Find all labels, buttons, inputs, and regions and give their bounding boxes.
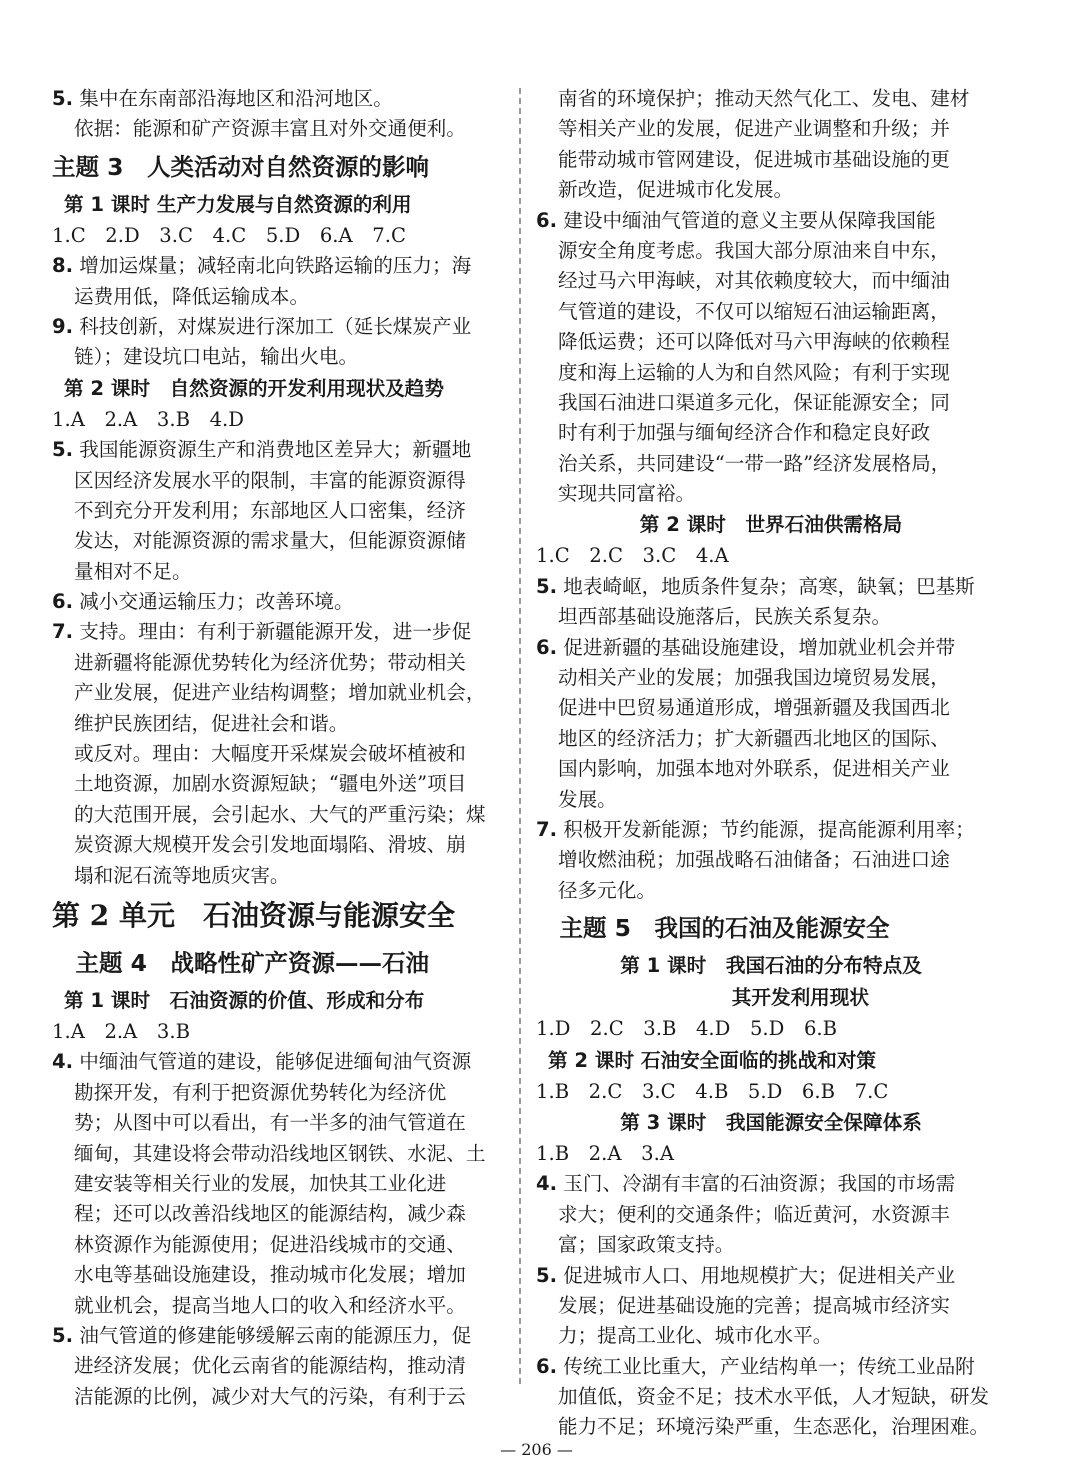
answer-line bbox=[52, 1017, 504, 1047]
line-text: 源安全角度考虑。我国大部分原油来自中东， bbox=[558, 238, 950, 262]
lesson-heading: 第 1 课时 我国石油的分布特点及 bbox=[620, 954, 922, 978]
item-number: 5. bbox=[52, 1323, 74, 1347]
line-text: 集中在东南部沿海地区和沿河地区。 bbox=[73, 87, 393, 110]
line-text: 促进新疆的基础设施建设，增加就业机会并带 bbox=[557, 635, 956, 659]
line-text: 国内影响，加强本地对外联系，促进相关产业 bbox=[558, 757, 950, 781]
topic-heading: 主题 3 人类活动对自然资源的影响 bbox=[52, 152, 430, 181]
lesson-heading: 其开发利用现状 bbox=[673, 986, 869, 1010]
line-text: 新改造，促进城市化发展。 bbox=[558, 178, 794, 202]
answer-line bbox=[52, 1139, 504, 1169]
answer-item bbox=[52, 1321, 504, 1351]
answer-item bbox=[52, 251, 504, 281]
answer-line bbox=[536, 266, 1006, 296]
line-text: 林资源作为能源使用；促进沿线城市的交通、 bbox=[74, 1232, 466, 1256]
answer-line bbox=[52, 221, 504, 251]
line-text: 程；还可以改善沿线地区的能源结构，减少森 bbox=[74, 1202, 466, 1226]
answer-line bbox=[52, 648, 504, 678]
line-text: 油气管道的修建能够缓解云南的能源压力，促 bbox=[73, 1323, 472, 1347]
answer-line bbox=[52, 342, 504, 372]
answer-item bbox=[52, 312, 504, 342]
answer-line bbox=[536, 1230, 1006, 1260]
line-text: 的大范围开展，会引起水、大气的严重污染；煤 bbox=[74, 802, 486, 826]
answer-line bbox=[52, 769, 504, 799]
answer-line bbox=[52, 678, 504, 708]
line-text: 炭资源大规模开发会引发地面塌陷、滑坡、崩 bbox=[74, 833, 466, 857]
line-text: 坦西部基础设施落后，民族关系复杂。 bbox=[558, 605, 892, 629]
topic-heading: 主题 4 战略性矿产资源——石油 bbox=[52, 948, 430, 977]
line-text: 1.B 2.A 3.A bbox=[536, 1141, 674, 1165]
item-number: 5. bbox=[536, 574, 558, 598]
line-text: 动相关产业的发展；加强我国边境贸易发展， bbox=[558, 666, 950, 690]
line-text: 不到充分开发利用；东部地区人口密集，经济 bbox=[74, 498, 466, 522]
line-text: 势；从图中可以看出，有一半多的油气管道在 bbox=[74, 1111, 466, 1135]
item-number: 5. bbox=[536, 1263, 558, 1287]
answer-item bbox=[52, 1047, 504, 1077]
answer-item bbox=[52, 617, 504, 647]
line-text: 区因经济发展水平的限制，丰富的能源资源得 bbox=[74, 468, 466, 492]
answer-line bbox=[536, 785, 1006, 815]
line-text: 增加运煤量；减轻南北向铁路运输的压力；海 bbox=[73, 254, 472, 278]
line-text: 1.A 2.A 3.B 4.D bbox=[52, 407, 244, 431]
item-number: 6. bbox=[536, 1354, 558, 1378]
line-text: 增收燃油税；加强战略石油储备；石油进口途 bbox=[558, 848, 950, 872]
answer-line bbox=[52, 1199, 504, 1229]
line-text: 或反对。理由：大幅度开采煤炭会破坏植被和 bbox=[74, 742, 466, 766]
line-text: 经过马六甲海峡，对其依赖度较大，而中缅油 bbox=[558, 269, 950, 293]
page-number: — 206 — bbox=[500, 1440, 573, 1459]
line-text: 玉门、冷湖有丰富的石油资源；我国的市场需 bbox=[557, 1172, 956, 1196]
answer-line bbox=[536, 145, 1006, 175]
line-text: 能力不足；环境污染严重，生态恶化，治理困难。 bbox=[558, 1415, 990, 1439]
answer-line bbox=[536, 1382, 1006, 1412]
item-number: 5. bbox=[52, 87, 74, 110]
line-text: 我国石油进口渠道多元化，保证能源安全；同 bbox=[558, 390, 950, 414]
line-text: 水电等基础设施建设，推动城市化发展；增加 bbox=[74, 1263, 466, 1287]
item-number: 8. bbox=[52, 254, 74, 278]
answer-line bbox=[52, 114, 504, 144]
item-number: 7. bbox=[536, 817, 558, 841]
item-number: 5. bbox=[52, 438, 74, 462]
line-text: 进新疆将能源优势转化为经济优势；带动相关 bbox=[74, 650, 466, 674]
line-text: 缅甸，其建设将会带动沿线地区钢铁、水泥、土 bbox=[74, 1141, 486, 1165]
answer-line bbox=[52, 466, 504, 496]
line-text: 洁能源的比例，减少对大气的污染，有利于云 bbox=[74, 1384, 466, 1408]
item-number: 6. bbox=[536, 635, 558, 659]
answer-line bbox=[52, 1078, 504, 1108]
answer-line bbox=[536, 449, 1006, 479]
lesson-heading: 第 1 课时 石油资源的价值、形成和分布 bbox=[64, 988, 425, 1012]
answer-line bbox=[52, 496, 504, 526]
line-text: 维护民族团结，促进社会和谐。 bbox=[74, 711, 349, 735]
answer-line bbox=[52, 1169, 504, 1199]
right-column bbox=[536, 84, 1006, 1443]
answer-line bbox=[52, 526, 504, 556]
line-text: 中缅油气管道的建设，能够促进缅甸油气资源 bbox=[73, 1050, 472, 1074]
answer-line bbox=[536, 175, 1006, 205]
line-text: 塌和泥石流等地质灾害。 bbox=[74, 863, 290, 887]
answer-item bbox=[52, 435, 504, 465]
item-number: 6. bbox=[536, 208, 558, 232]
answer-line bbox=[536, 541, 1006, 571]
answer-item bbox=[536, 572, 1006, 602]
line-text: 力；提高工业化、城市化水平。 bbox=[558, 1324, 833, 1348]
line-text: 进经济发展；优化云南省的能源结构，推动清 bbox=[74, 1354, 466, 1378]
line-text: 气管道的建设，不仅可以缩短石油运输距离， bbox=[558, 299, 950, 323]
line-text: 治关系，共同建设“一带一路”经济发展格局， bbox=[558, 451, 951, 475]
answer-line bbox=[536, 236, 1006, 266]
answer-item bbox=[52, 84, 504, 114]
line-text: 时有利于加强与缅甸经济合作和稳定良好政 bbox=[558, 421, 931, 445]
answer-item bbox=[536, 206, 1006, 236]
answer-line bbox=[536, 418, 1006, 448]
line-text: 度和海上运输的人为和自然风险；有利于实现 bbox=[558, 360, 950, 384]
answer-line bbox=[536, 114, 1006, 144]
topic-heading: 主题 5 我国的石油及能源安全 bbox=[536, 914, 890, 943]
answer-item bbox=[536, 1261, 1006, 1291]
line-text: 发展。 bbox=[558, 787, 617, 811]
line-text: 地表崎岖，地质条件复杂；高寒，缺氧；巴基斯 bbox=[557, 574, 975, 598]
line-text: 量相对不足。 bbox=[74, 559, 192, 583]
answer-line bbox=[52, 1260, 504, 1290]
answer-line bbox=[52, 557, 504, 587]
answer-line bbox=[52, 739, 504, 769]
answer-line bbox=[536, 84, 1006, 114]
answer-line bbox=[52, 1291, 504, 1321]
answer-line bbox=[536, 876, 1006, 906]
answer-line bbox=[536, 1412, 1006, 1442]
line-text: 南省的环境保护；推动天然气化工、发电、建材 bbox=[558, 87, 970, 110]
item-number: 6. bbox=[52, 590, 74, 614]
answer-line bbox=[536, 1014, 1006, 1044]
line-text: 促进城市人口、用地规模扩大；促进相关产业 bbox=[557, 1263, 956, 1287]
answer-line bbox=[536, 663, 1006, 693]
line-text: 促进中巴贸易通道形成，增强新疆及我国西北 bbox=[558, 696, 950, 720]
answer-line bbox=[536, 845, 1006, 875]
answer-line bbox=[536, 1321, 1006, 1351]
lesson-heading: 第 2 课时 石油安全面临的挑战和对策 bbox=[548, 1048, 877, 1072]
left-column bbox=[52, 84, 504, 1412]
answer-item bbox=[536, 815, 1006, 845]
line-text: 1.C 2.C 3.C 4.A bbox=[536, 544, 729, 568]
line-text: 等相关产业的发展，促进产业调整和升级；并 bbox=[558, 117, 950, 141]
answer-line bbox=[52, 282, 504, 312]
item-number: 7. bbox=[52, 620, 74, 644]
answer-line bbox=[536, 602, 1006, 632]
answer-item bbox=[52, 587, 504, 617]
line-text: 产业发展，促进产业结构调整；增加就业机会， bbox=[74, 681, 486, 705]
line-text: 降低运费；还可以降低对马六甲海峡的依赖程 bbox=[558, 330, 950, 354]
answer-line bbox=[52, 800, 504, 830]
line-text: 1.C 2.D 3.C 4.C 5.D 6.A 7.C bbox=[52, 223, 406, 247]
line-text: 减小交通运输压力；改善环境。 bbox=[73, 590, 354, 614]
answer-line bbox=[536, 1291, 1006, 1321]
answer-line bbox=[536, 754, 1006, 784]
answer-line bbox=[52, 861, 504, 891]
line-text: 建安装等相关行业的发展，加快其工业化进 bbox=[74, 1171, 447, 1195]
lesson-heading: 第 1 课时 生产力发展与自然资源的利用 bbox=[64, 192, 412, 216]
line-text: 能带动城市管网建设，促进城市基础设施的更 bbox=[558, 147, 950, 171]
answer-line bbox=[52, 1351, 504, 1381]
line-text: 加值低，资金不足；技术水平低，人才短缺，研发 bbox=[558, 1385, 990, 1409]
answer-line bbox=[536, 1139, 1006, 1169]
lesson-heading: 第 2 课时 自然资源的开发利用现状及趋势 bbox=[64, 376, 444, 400]
answer-line bbox=[52, 830, 504, 860]
line-text: 运费用低，降低运输成本。 bbox=[74, 284, 310, 308]
answer-item bbox=[536, 633, 1006, 663]
item-number: 9. bbox=[52, 314, 74, 338]
item-number: 4. bbox=[536, 1172, 558, 1196]
line-text: 径多元化。 bbox=[558, 878, 656, 902]
answer-line bbox=[536, 358, 1006, 388]
line-text: 建设中缅油气管道的意义主要从保障我国能 bbox=[557, 208, 936, 232]
lesson-heading: 第 3 课时 我国能源安全保障体系 bbox=[620, 1110, 922, 1134]
answer-line bbox=[52, 1230, 504, 1260]
answer-line bbox=[536, 388, 1006, 418]
answer-item bbox=[536, 1352, 1006, 1382]
line-text: 依据：能源和矿产资源丰富且对外交通便利。 bbox=[74, 117, 466, 141]
line-text: 实现共同富裕。 bbox=[558, 482, 696, 506]
line-text: 1.D 2.C 3.B 4.D 5.D 6.B bbox=[536, 1017, 838, 1041]
line-text: 发达，对能源资源的需求量大，但能源资源储 bbox=[74, 529, 466, 553]
answer-line bbox=[52, 709, 504, 739]
answer-line bbox=[536, 479, 1006, 509]
answer-line bbox=[52, 1382, 504, 1412]
item-number: 4. bbox=[52, 1050, 74, 1074]
answer-line bbox=[536, 1200, 1006, 1230]
answer-line bbox=[536, 724, 1006, 754]
line-text: 1.A 2.A 3.B bbox=[52, 1019, 190, 1043]
line-text: 积极开发新能源；节约能源，提高能源利用率； bbox=[557, 817, 975, 841]
line-text: 科技创新，对煤炭进行深加工（延长煤炭产业 bbox=[73, 314, 472, 338]
line-text: 勘探开发，有利于把资源优势转化为经济优 bbox=[74, 1080, 447, 1104]
unit-heading: 第 2 单元 石油资源与能源安全 bbox=[52, 898, 455, 932]
line-text: 传统工业比重大，产业结构单一；传统工业品附 bbox=[557, 1354, 975, 1378]
answer-line bbox=[536, 1077, 1006, 1107]
line-text: 土地资源，加剧水资源短缺；“疆电外送”项目 bbox=[74, 772, 467, 796]
answer-item bbox=[536, 1169, 1006, 1199]
column-divider bbox=[519, 88, 521, 1384]
answer-line bbox=[536, 693, 1006, 723]
lesson-heading: 第 2 课时 世界石油供需格局 bbox=[639, 513, 903, 537]
line-text: 求大；便利的交通条件；临近黄河，水资源丰 bbox=[558, 1202, 950, 1226]
line-text: 地区的经济活力；扩大新疆西北地区的国际、 bbox=[558, 726, 950, 750]
answer-line bbox=[52, 1108, 504, 1138]
line-text: 富；国家政策支持。 bbox=[558, 1233, 735, 1257]
answer-line bbox=[536, 327, 1006, 357]
answer-line bbox=[52, 405, 504, 435]
answer-line bbox=[536, 297, 1006, 327]
line-text: 发展；促进基础设施的完善；提高城市经济实 bbox=[558, 1293, 950, 1317]
line-text: 支持。理由：有利于新疆能源开发，进一步促 bbox=[73, 620, 472, 644]
line-text: 链）；建设坑口电站，输出火电。 bbox=[74, 345, 359, 369]
line-text: 1.B 2.C 3.C 4.B 5.D 6.B 7.C bbox=[536, 1079, 889, 1103]
line-text: 就业机会，提高当地人口的收入和经济水平。 bbox=[74, 1293, 466, 1317]
line-text: 我国能源资源生产和消费地区差异大；新疆地 bbox=[73, 438, 472, 462]
